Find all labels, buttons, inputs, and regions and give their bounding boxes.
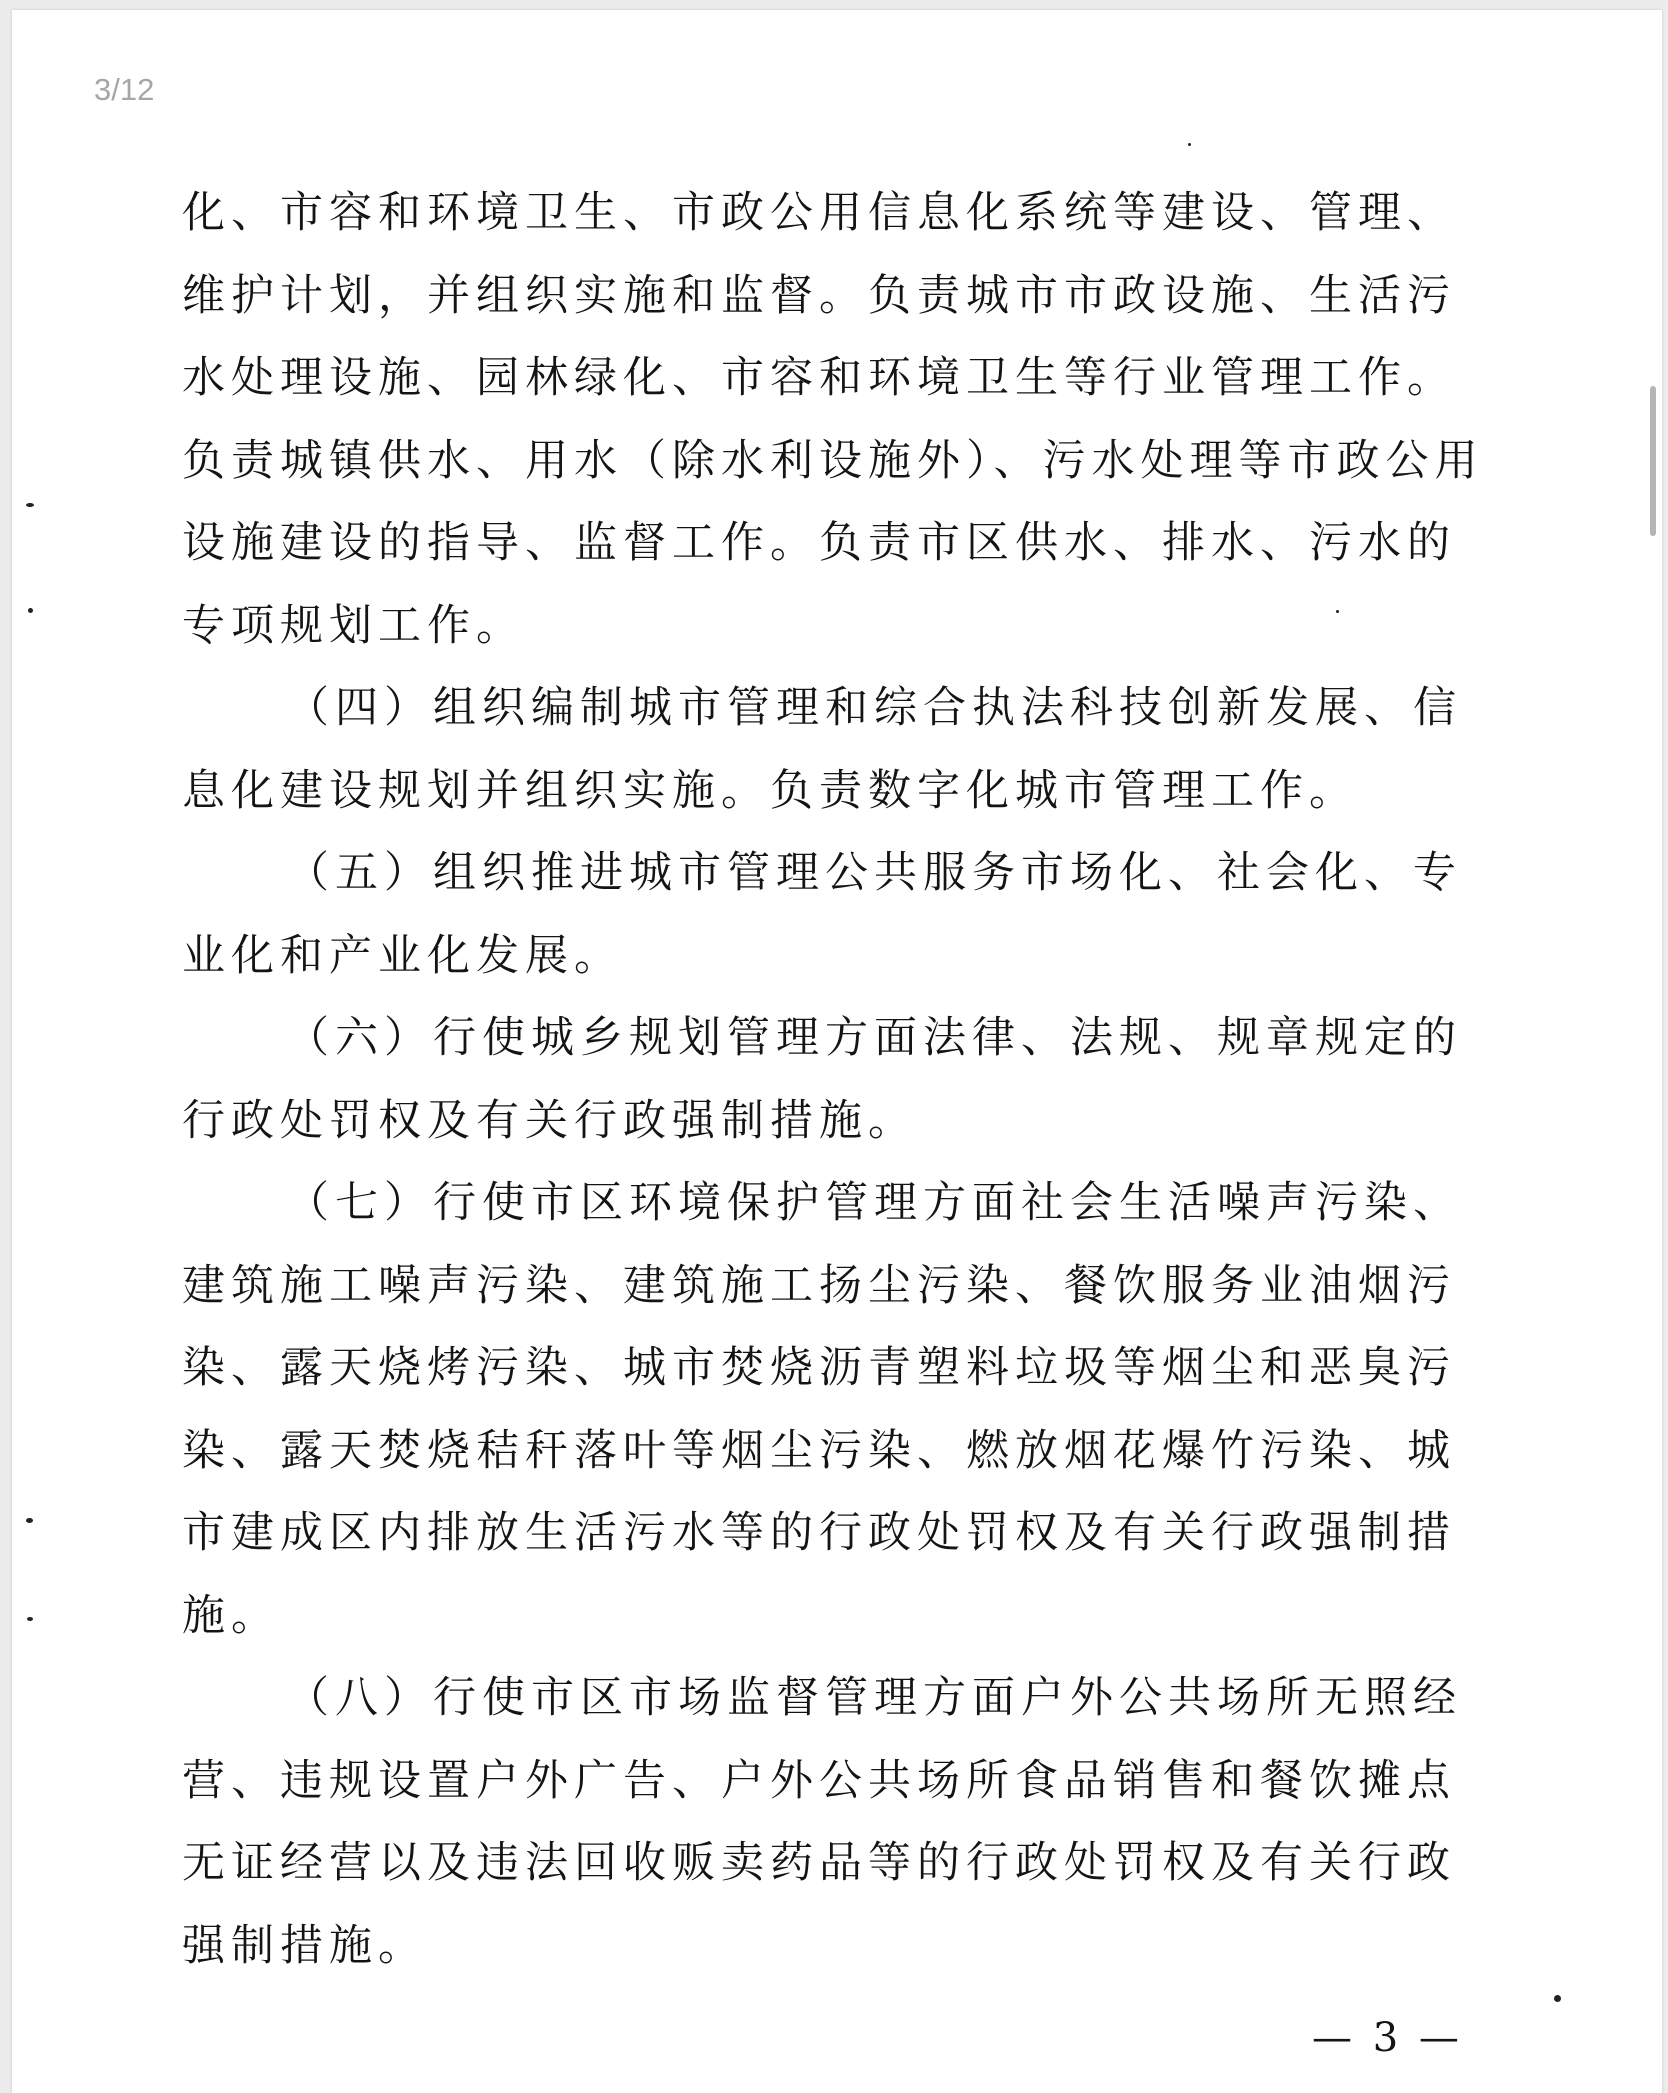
text-line: 行政处罚权及有关行政强制措施。 bbox=[182, 1095, 917, 1146]
text-line: 维护计划，并组织实施和监督。负责城市市政设施、生活污 bbox=[182, 270, 1456, 321]
page-indicator: 3/12 bbox=[94, 72, 155, 107]
page-number: — 3 — bbox=[1312, 2015, 1463, 2061]
text-line: 染、露天焚烧秸秆落叶等烟尘污染、燃放烟花爆竹污染、城 bbox=[182, 1425, 1456, 1476]
paragraph-start-line: （五）组织推进城市管理公共服务市场化、社会化、专 bbox=[286, 848, 1462, 898]
scan-speck bbox=[26, 503, 34, 507]
scan-speck bbox=[1188, 143, 1191, 146]
text-line: 息化建设规划并组织实施。负责数字化城市管理工作。 bbox=[182, 765, 1358, 816]
paragraph-start-line: （四）组织编制城市管理和综合执法科技创新发展、信 bbox=[286, 683, 1462, 733]
document-body bbox=[182, 172, 1484, 1987]
text-line: 水处理设施、园林绿化、市容和环境卫生等行业管理工作。 bbox=[182, 353, 1456, 403]
scan-speck bbox=[27, 1617, 33, 1621]
scrollbar[interactable] bbox=[1650, 386, 1656, 536]
text-line: 设施建设的指导、监督工作。负责市区供水、排水、污水的 bbox=[182, 518, 1456, 568]
scan-speck bbox=[1554, 1995, 1561, 2002]
paragraph-start-line: （七）行使市区环境保护管理方面社会生活噪声污染、 bbox=[286, 1178, 1462, 1228]
text-line: 专项规划工作。 bbox=[182, 600, 525, 651]
text-line: 建筑施工噪声污染、建筑施工扬尘污染、餐饮服务业油烟污 bbox=[182, 1260, 1456, 1311]
text-line: 染、露天烧烤污染、城市焚烧沥青塑料垃圾等烟尘和恶臭污 bbox=[182, 1343, 1456, 1393]
paragraph-start-line: （六）行使城乡规划管理方面法律、法规、规章规定的 bbox=[286, 1013, 1462, 1063]
paragraph-start-line: （八）行使市区市场监督管理方面户外公共场所无照经 bbox=[286, 1673, 1462, 1723]
scan-speck bbox=[28, 608, 33, 613]
text-line: 负责城镇供水、用水（除水利设施外）、污水处理等市政公用 bbox=[182, 435, 1484, 486]
text-line: 营、违规设置户外广告、户外公共场所食品销售和餐饮摊点 bbox=[182, 1755, 1456, 1806]
text-line: 化、市容和环境卫生、市政公用信息化系统等建设、管理、 bbox=[182, 188, 1456, 238]
text-line: 业化和产业化发展。 bbox=[182, 930, 623, 981]
text-line: 无证经营以及违法回收贩卖药品等的行政处罚权及有关行政 bbox=[182, 1838, 1456, 1888]
scan-speck bbox=[26, 1518, 33, 1523]
text-line: 市建成区内排放生活污水等的行政处罚权及有关行政强制措 bbox=[182, 1508, 1456, 1558]
document-page bbox=[12, 10, 1662, 2093]
text-line: 施。 bbox=[182, 1590, 280, 1641]
text-line: 强制措施。 bbox=[182, 1920, 427, 1971]
scan-speck bbox=[1336, 610, 1339, 613]
